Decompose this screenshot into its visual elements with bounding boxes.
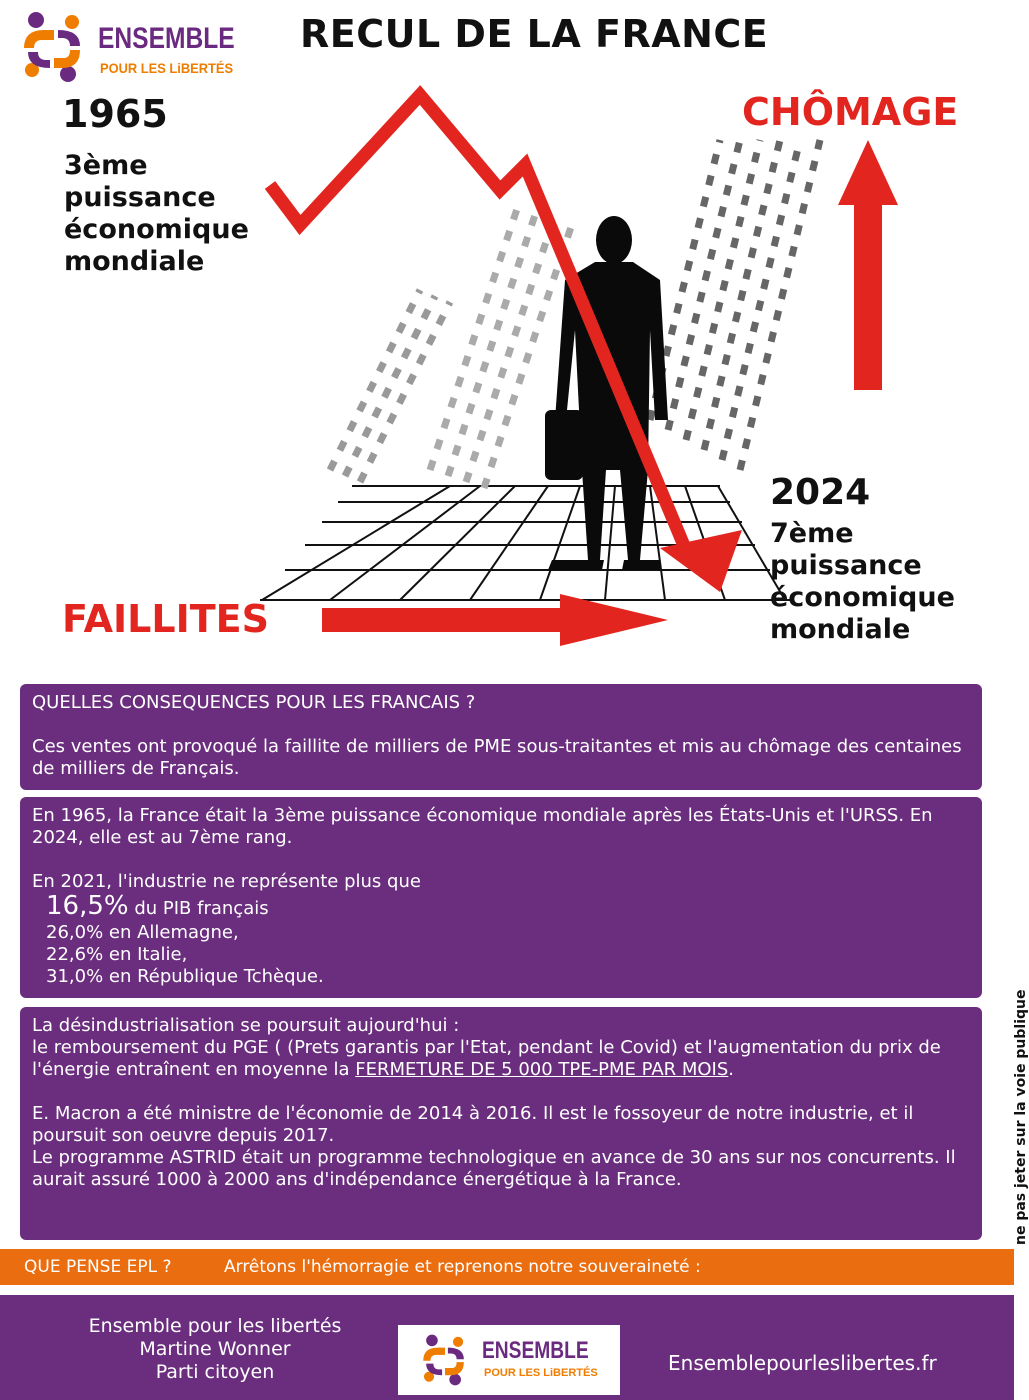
epl-band bbox=[0, 1249, 1014, 1285]
label-faillites: FAILLITES bbox=[62, 597, 269, 641]
footer-logo-people-icon bbox=[416, 1331, 474, 1389]
macron-text: E. Macron a été ministre de l'économie de 2014 à 2016. Il est le fossoyeur de notre industrie, et il poursuit son oeuvre depuis 2017. bbox=[32, 1103, 914, 1146]
footer-credits bbox=[60, 1315, 370, 1384]
label-chomage: CHÔMAGE bbox=[742, 90, 959, 134]
industry-france bbox=[32, 893, 970, 922]
rank-2024-line: puissance bbox=[770, 550, 922, 581]
rank-2024-line: économique bbox=[770, 582, 955, 613]
industry-france-suffix: du PIB français bbox=[128, 898, 269, 919]
footer-party: Parti citoyen bbox=[155, 1361, 275, 1383]
faillites-arrowhead bbox=[560, 594, 668, 646]
closures-highlight: FERMETURE DE 5 000 TPE-PME PAR MOIS bbox=[355, 1059, 729, 1080]
astrid-text: Le programme ASTRID était un programme technologique en avance de 30 ans sur nos concurrents. Il aurait assuré 1000 à 2000 ans d'indépendance énergétique à la France. bbox=[32, 1147, 956, 1190]
logo-word-ensemble: ENSEMBLE bbox=[98, 22, 235, 55]
year-2024: 2024 bbox=[770, 472, 871, 513]
page-title: RECUL DE LA FRANCE bbox=[300, 12, 769, 56]
rank-2024-line: mondiale bbox=[770, 614, 911, 645]
footer-logo-word-libertes: POUR LES LiBERTÉS bbox=[484, 1367, 598, 1379]
consequences-text: Ces ventes ont provoqué la faillite de milliers de PME sous-traitantes et mis au chômage des centaines de milliers de Français. bbox=[32, 736, 962, 779]
consequences-box bbox=[20, 684, 982, 790]
year-1965: 1965 bbox=[62, 92, 168, 136]
industry-czech: 31,0% en République Tchèque. bbox=[46, 966, 324, 987]
industry-italy: 22,6% en Italie, bbox=[46, 944, 188, 965]
footer-org: Ensemble pour les libertés bbox=[88, 1315, 342, 1337]
rank-2024 bbox=[770, 518, 1010, 646]
rank-2024-line: 7ème bbox=[770, 518, 854, 549]
logo-word-libertes: POUR LES LiBERTÉS bbox=[100, 60, 234, 76]
rank-1965-line: 3ème bbox=[64, 150, 148, 181]
building-left-1 bbox=[330, 290, 450, 482]
industry-intro: En 2021, l'industrie ne représente plus que bbox=[32, 871, 421, 892]
consequences-heading: QUELLES CONSEQUENCES POUR LES FRANCAIS ? bbox=[32, 692, 476, 713]
footer bbox=[0, 1295, 1014, 1400]
footer-person: Martine Wonner bbox=[139, 1338, 291, 1360]
chomage-arrowhead bbox=[838, 140, 898, 205]
footer-website-link[interactable]: Ensemblepourleslibertes.fr bbox=[668, 1351, 937, 1375]
deindustrialisation-text bbox=[32, 1037, 970, 1081]
footer-logo-word-ensemble: ENSEMBLE bbox=[482, 1337, 589, 1364]
rank-1965-line: mondiale bbox=[64, 246, 205, 277]
ranking-text: En 1965, la France était la 3ème puissance économique mondiale après les États-Unis et l'URSS. En 2024, elle est au 7ème rang. bbox=[32, 805, 933, 848]
period: . bbox=[728, 1059, 735, 1080]
decline-arrowhead bbox=[660, 530, 742, 592]
rank-1965-line: économique bbox=[64, 214, 249, 245]
epl-question: QUE PENSE EPL ? bbox=[24, 1257, 172, 1277]
ranking-box bbox=[20, 797, 982, 998]
industry-france-value: 16,5% bbox=[46, 891, 129, 921]
rank-1965 bbox=[64, 150, 304, 278]
footer-logo bbox=[398, 1325, 620, 1395]
building-right bbox=[650, 140, 820, 470]
rank-1965-line: puissance bbox=[64, 182, 216, 213]
side-note bbox=[995, 945, 1029, 1245]
side-note-text: ne pas jeter sur la voie publique bbox=[1013, 989, 1029, 1245]
deindustrialisation-title: La désindustrialisation se poursuit aujourd'hui : bbox=[32, 1015, 460, 1036]
deindustrialisation-causes: le remboursement du PGE ( (Prets garantis par l'Etat, pendant le Covid) et l'augmentation du prix de l'énergie entraînent en moyenne la bbox=[32, 1037, 941, 1080]
deindustrialisation-box bbox=[20, 1007, 982, 1240]
epl-answer: Arrêtons l'hémorragie et reprenons notre souveraineté : bbox=[224, 1257, 701, 1277]
industry-germany: 26,0% en Allemagne, bbox=[46, 922, 239, 943]
